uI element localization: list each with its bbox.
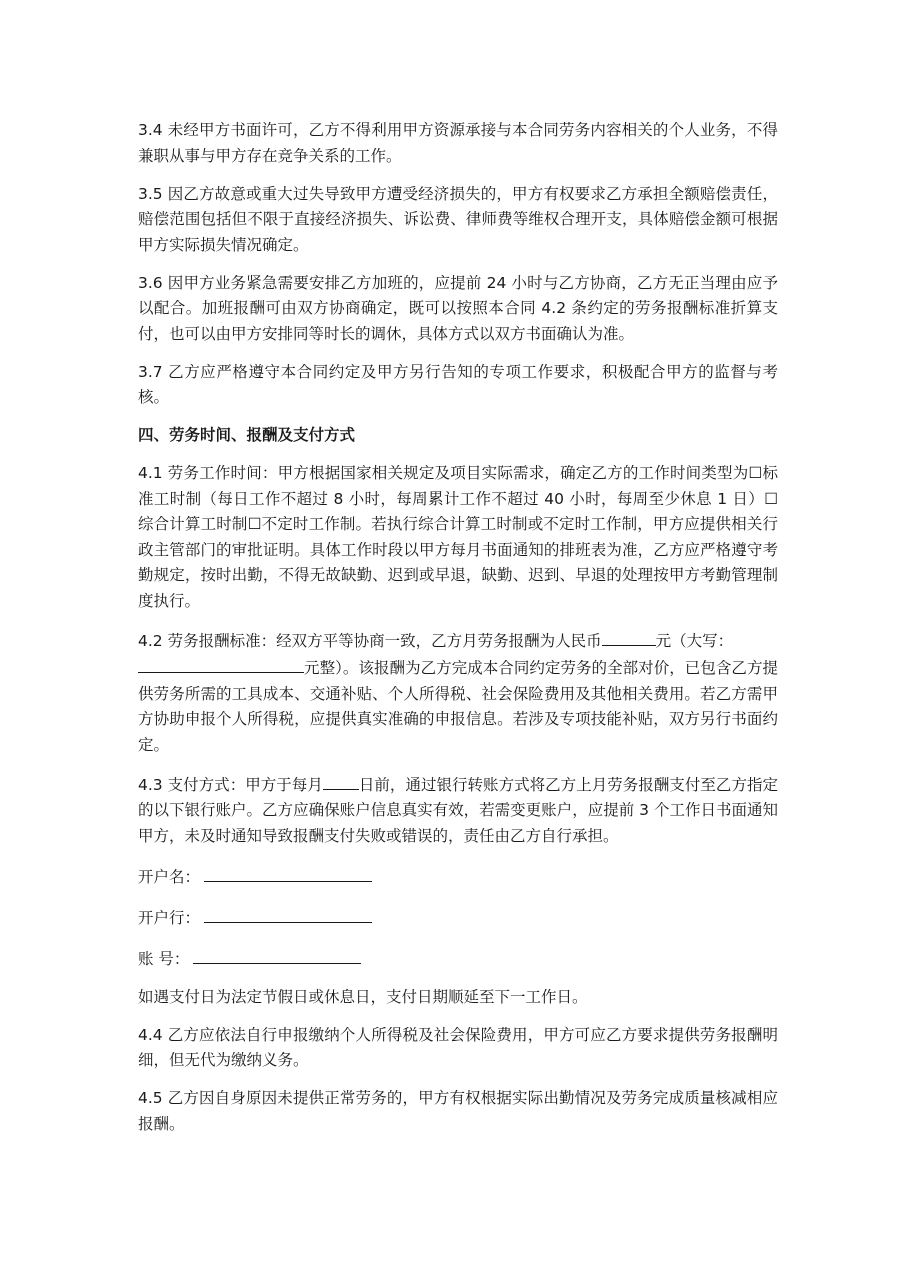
account-name-row [138, 862, 778, 891]
account-number-label: 账 号： [138, 949, 190, 968]
pay-day-blank[interactable] [323, 771, 359, 790]
bank-name-label: 开户行： [138, 908, 201, 927]
clause-4-5: 4.5 乙方因自身原因未提供正常劳务的，甲方有权根据实际出勤情况及劳务完成质量核减相应报酬。 [138, 1089, 778, 1133]
account-name-field[interactable] [204, 862, 372, 882]
clause-3-6: 3.6 因甲方业务紧急需要安排乙方加班的，应提前 24 小时与乙方协商，乙方无正当理由应予以配合。加班报酬可由双方协商确定，既可以按照本合同 4.2 条约定的劳务报酬标准折算支付，也可以由甲方安排同等时长的调休，具体方式以双方书面确认为准。 [138, 273, 778, 343]
account-number-field[interactable] [193, 944, 361, 964]
clause-3-5: 3.5 因乙方故意或重大过失导致甲方遭受经济损失的，甲方有权要求乙方承担全额赔偿责任，赔偿范围包括但不限于直接经济损失、诉讼费、律师费等维权合理开支，具体赔偿金额可根据甲方实际损失情况确定。 [138, 184, 778, 254]
fee-capital-blank[interactable] [138, 654, 304, 673]
monthly-fee-blank[interactable] [602, 627, 656, 646]
clause-3-4: 3.4 未经甲方书面许可，乙方不得利用甲方资源承接与本合同劳务内容相关的个人业务，不得兼职从事与甲方存在竞争关系的工作。 [138, 121, 778, 165]
account-name-label: 开户名： [138, 867, 201, 886]
holiday-clause: 如遇支付日为法定节假日或休息日，支付日期顺延至下一工作日。 [138, 987, 588, 1006]
clause-4-2 [138, 627, 778, 759]
section-heading-4: 四、劳务时间、报酬及支付方式 [138, 426, 356, 444]
clause-4-3-text-a: 4.3 支付方式：甲方于每月 [138, 775, 323, 794]
bank-name-field[interactable] [204, 903, 372, 923]
clause-4-2-text-c: 元整）。该报酬为乙方完成本合同约定劳务的全部对价，已包含乙方提供劳务所需的工具成本、交通补贴、个人所得税、社会保险费用及其他相关费用。若乙方需甲方协助申报个人所得税，应提供真实准确的申报信息。若涉及专项技能补贴，双方另行书面约定。 [138, 659, 778, 754]
clause-4-3-text-b: 日前，通过银行转账方式将乙方上月劳务报酬支付至乙方指定的以下银行账户。乙方应确保账户信息真实有效，若需变更账户，应提前 3 个工作日书面通知甲方，未及时通知导致报酬支付失败或错误的，责任由乙方自行承担。 [138, 775, 778, 845]
clause-4-3 [138, 771, 778, 850]
clause-4-1: 4.1 劳务工作时间：甲方根据国家相关规定及项目实际需求，确定乙方的工作时间类型为☐标准工时制（每日工作不超过 8 小时，每周累计工作不超过 40 小时，每周至少休息 1 日）☐综合计算工时制☐不定时工作制。若执行综合计算工时制或不定时工作制，甲方应提供相关行政主管部门的审批证明。具体工作时段以甲方每月书面通知的排班表为准，乙方应严格遵守考勤规定，按时出勤，不得无故缺勤、迟到或早退，缺勤、迟到、早退的处理按甲方考勤管理制度执行。 [138, 464, 778, 610]
clause-4-4: 4.4 乙方应依法自行申报缴纳个人所得税及社会保险费用，甲方可应乙方要求提供劳务报酬明细，但无代为缴纳义务。 [138, 1025, 778, 1069]
account-number-row [138, 944, 778, 973]
clause-3-7: 3.7 乙方应严格遵守本合同约定及甲方另行告知的专项工作要求，积极配合甲方的监督与考核。 [138, 362, 778, 406]
contract-page [138, 118, 778, 1150]
clause-4-2-text-b: 元（大写： [655, 631, 734, 650]
clause-4-2-text-a: 4.2 劳务报酬标准：经双方平等协商一致，乙方月劳务报酬为人民币 [138, 631, 602, 650]
bank-name-row [138, 903, 778, 932]
